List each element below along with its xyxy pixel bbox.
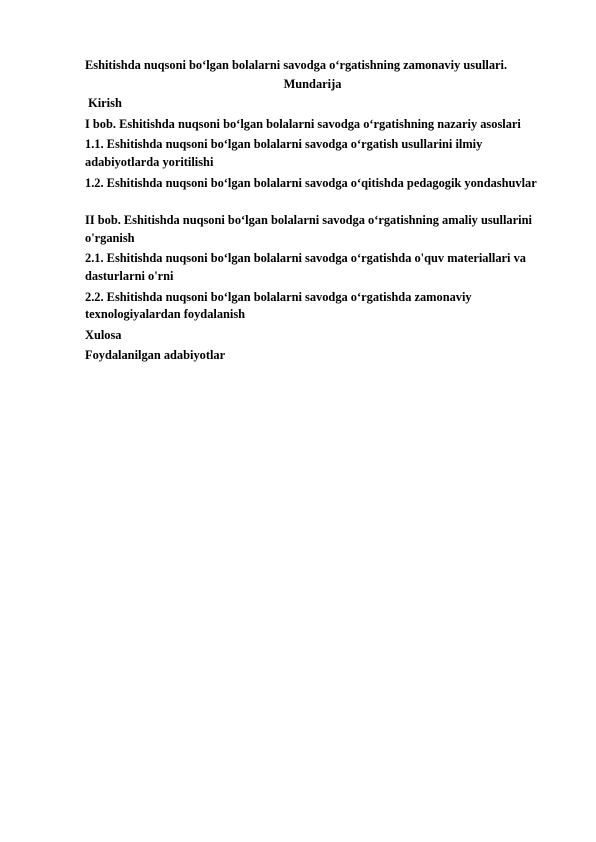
toc-entry-introduction: Kirish — [85, 96, 122, 111]
toc-entry-section-1-1: 1.1. Eshitishda nuqsoni bo‘lgan bolalarni savodga o‘rgatish usullarini ilmiy adabiyotlarda yoritilishi — [85, 137, 483, 169]
blank-line — [85, 195, 540, 212]
toc-entry-chapter-1: I bob. Eshitishda nuqsoni bo‘lgan bolalarni savodga o‘rgatishning nazariy asoslari — [85, 116, 521, 131]
toc-entry-references: Foydalanilgan adabiyotlar — [85, 348, 226, 363]
document-content — [85, 57, 540, 368]
toc-entry-chapter-2: II bob. Eshitishda nuqsoni bo‘lgan bolalarni savodga o‘rgatishning amaliy usullarini o'rganish — [85, 213, 532, 245]
toc-entry-section-2-2: 2.2. Eshitishda nuqsoni bo‘lgan bolalarni savodga o‘rgatishda zamonaviy texnologiyalardan foydalanish — [85, 289, 472, 322]
document-title: Eshitishda nuqsoni bo‘lgan bolalarni savodga o‘rgatishning zamonaviy usullari. — [85, 58, 508, 72]
toc-entry-section-1-2: 1.2. Eshitishda nuqsoni bo‘lgan bolalarni savodga o‘qitishda pedagogik yondashuvlar — [85, 175, 537, 190]
toc-entry-conclusion: Xulosa — [85, 327, 122, 342]
toc-entry-section-2-1: 2.1. Eshitishda nuqsoni bo‘lgan bolalarni savodga o‘rgatishda o'quv materiallari va dasturlarni o'rni — [85, 251, 526, 283]
contents-heading: Mundarija — [283, 76, 342, 91]
